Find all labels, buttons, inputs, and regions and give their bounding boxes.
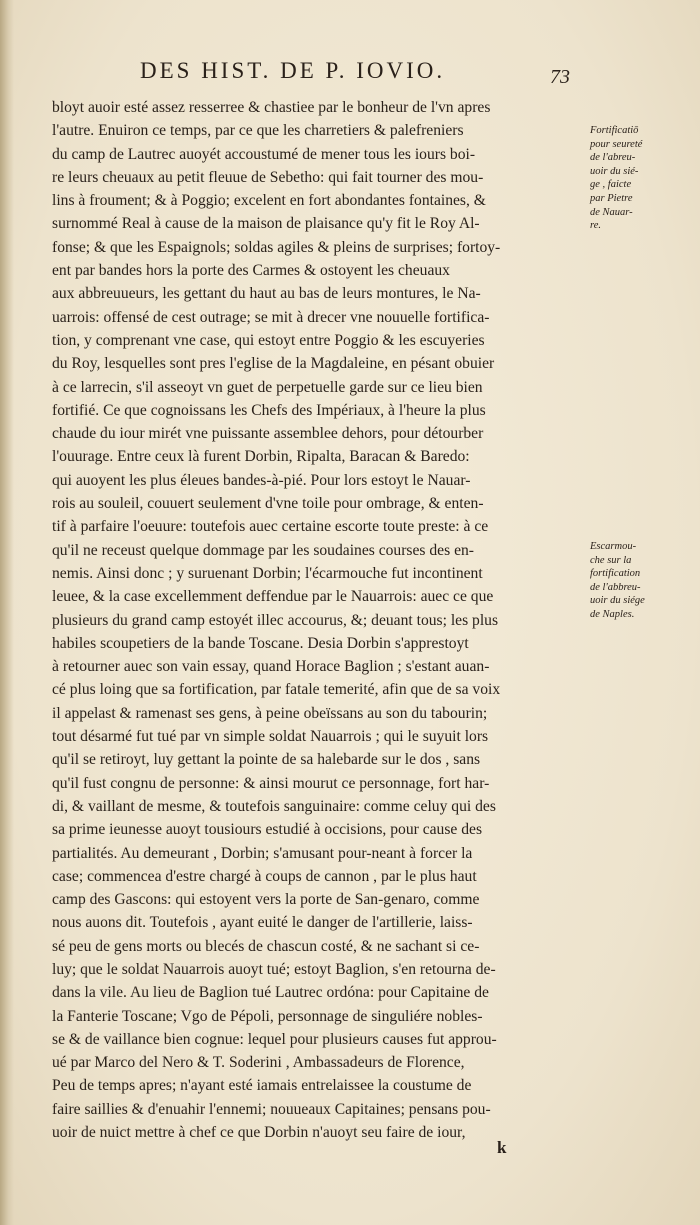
binding-gutter	[0, 0, 14, 1225]
text-line: partialités. Au demeurant , Dorbin; s'amusant pour-neant à forcer la	[52, 844, 473, 862]
margin-note-line: fortification	[590, 568, 641, 580]
margin-note-line: de l'abbreu-	[590, 581, 641, 593]
text-line: ent par bandes hors la porte des Carmes & ostoyent les cheuaux	[52, 262, 450, 280]
text-line: luy; que le soldat Nauarrois auoyt tué; estoyt Baglion, s'en retourna de-	[52, 960, 496, 978]
text-line: l'autre. Enuiron ce temps, par ce que les charretiers & palefreniers	[52, 122, 464, 140]
text-line: surnommé Real à cause de la maison de plaisance qu'y fit le Roy Al-	[52, 215, 480, 233]
text-line: la Fanterie Toscane; Vgo de Pépoli, personnage de singuliére nobles-	[52, 1007, 483, 1025]
text-line: fortifié. Ce que cognoissans les Chefs des Impériaux, à l'heure la plus	[52, 401, 486, 419]
text-line: tion, y comprenant vne case, qui estoyt entre Poggio & les escuyeries	[52, 331, 485, 349]
text-line: Peu de temps apres; n'ayant esté iamais entrelaissee la coustume de	[52, 1077, 472, 1095]
text-line: plusieurs du grand camp estoyét illec accourus, &; deuant tous; les plus	[52, 611, 499, 629]
text-line: à ce larrecin, s'il asseoyt vn guet de perpetuelle garde sur ce lieu bien	[52, 378, 483, 396]
margin-note-line: Fortificatiō	[590, 125, 639, 136]
signature-mark: k	[497, 1138, 507, 1157]
margin-note-line: de Naples.	[590, 608, 635, 620]
text-line: du camp de Lautrec auoyét accoustumé de mener tous les iours boi-	[52, 145, 476, 163]
text-line: habiles scoupetiers de la bande Toscane. Desia Dorbin s'apprestoyt	[52, 634, 469, 652]
text-line: re leurs cheuaux au petit fleuue de Sebetho: qui fait tourner des mou-	[52, 168, 484, 186]
text-line: dans la vile. Au lieu de Baglion tué Lautrec ordóna: pour Capitaine de	[52, 984, 489, 1002]
text-line: tif à parfaire l'oeuure: toutefois auec certaine escorte toute preste: à ce	[52, 518, 489, 536]
text-line: qu'il se retiroyt, luy gettant la pointe de sa halebarde sur le dos , sans	[52, 751, 481, 769]
text-line: aux abbreuueurs, les gettant du haut au bas de leurs montures, le Na-	[52, 285, 481, 303]
text-line: sé peu de gens morts ou blecés de chascun costé, & ne sachant si ce-	[52, 937, 480, 955]
margin-note-line: uoir du sié-	[590, 165, 639, 177]
text-line: l'ouurage. Entre ceux là furent Dorbin, Ripalta, Baracan & Baredo:	[52, 448, 470, 466]
text-line: ué par Marco del Nero & T. Soderini , Ambassadeurs de Florence,	[52, 1054, 465, 1072]
text-line: case; commencea d'estre chargé à coups de cannon , par le plus haut	[52, 867, 477, 885]
text-line: di, & vaillant de mesme, & toutefois sanguinaire: comme celuy qui des	[52, 797, 496, 815]
text-line: bloyt auoir esté assez resserree & chastiee par le bonheur de l'vn apres	[52, 99, 491, 116]
margin-note-line: pour seureté	[590, 138, 643, 150]
margin-note-line: de l'abreu-	[590, 152, 636, 164]
text-line: uarrois: offensé de cest outrage; se mit à drecer vne nouuelle fortifica-	[52, 308, 490, 326]
text-line: à retourner auec son vain essay, quand Horace Baglion ; s'estant auan-	[52, 658, 490, 676]
margin-note-line: de Nauar-	[590, 206, 633, 218]
margin-note-line: che sur la	[590, 554, 632, 566]
text-line: chaude du iour mirét vne puissante assemblee dehors, pour détourber	[52, 425, 484, 443]
text-line: fonse; & que les Espaignols; soldas agiles & pleins de surprises; fortoy-	[52, 238, 501, 256]
text-line: faire saillies & d'enuahir l'ennemi; nouueaux Capitaines; pensans pou-	[52, 1100, 491, 1118]
text-line: leuee, & la case excellemment deffendue par le Nauarrois: auec ce que	[52, 588, 494, 606]
text-line: se & de vaillance bien cognue: lequel pour plusieurs causes fut approu-	[52, 1030, 497, 1048]
margin-note-escarmouche	[590, 540, 698, 622]
text-line: nemis. Ainsi donc ; y suruenant Dorbin; l'écarmouche fut incontinent	[52, 564, 483, 582]
text-line: il appelast & ramenast ses gens, à peine obeïssans au son du tabourin;	[52, 704, 488, 722]
margin-note-line: Escarmou-	[590, 541, 637, 552]
text-line: qu'il ne receust quelque dommage par les soudaines courses des en-	[52, 541, 474, 559]
text-line: qu'il fust congnu de personne: & ainsi mourut ce personnage, fort har-	[52, 774, 490, 792]
text-line: lins à froument; & à Poggio; excelent en fort abondantes fontaines, &	[52, 192, 486, 210]
running-title: DES HIST. DE P. IOVIO.	[140, 58, 446, 83]
text-line: camp des Gascons: qui estoyent vers la porte de San-genaro, comme	[52, 891, 480, 909]
page-number: 73	[550, 66, 570, 88]
margin-note-line: re.	[590, 220, 601, 232]
text-line: rois au souleil, couuert seulement d'vne toile pour ombrage, & enten-	[52, 495, 484, 513]
text-line: nous auons dit. Toutefois , ayant euité le danger de l'artillerie, laiss-	[52, 914, 473, 932]
margin-note-line: ge , faicte	[590, 179, 632, 191]
margin-note-line: uoir du siége	[590, 595, 645, 607]
text-line: sa prime ieunesse auoyt tousiours estudié à occisions, pour cause des	[52, 821, 483, 839]
text-line: qui auoyent les plus éleues bandes-à-pié. Pour lors estoyt le Nauar-	[52, 471, 471, 489]
text-line: du Roy, lesquelles sont pres l'eglise de la Magdaleine, en pésant obuier	[52, 355, 495, 373]
body-text-block	[52, 96, 586, 1144]
margin-note-fortification	[590, 124, 698, 233]
text-line: tout désarmé fut tué par vn simple soldat Nauarrois ; qui le suyuit lors	[52, 728, 489, 746]
text-line: uoir de nuict mettre à chef ce que Dorbin n'auoyt seu faire de iour,	[52, 1124, 466, 1142]
margin-note-line: par Pietre	[590, 192, 633, 204]
text-line: cé plus loing que sa fortification, par fatale temerité, afin que de sa voix	[52, 681, 501, 699]
